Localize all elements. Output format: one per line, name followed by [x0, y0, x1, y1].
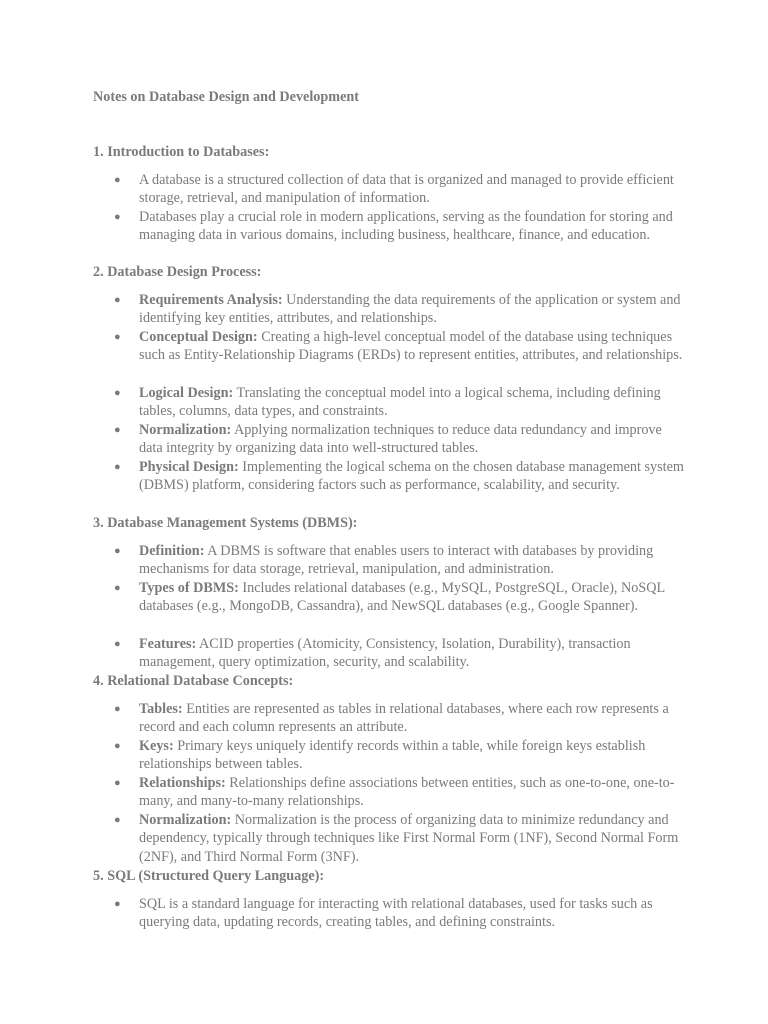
- item-text: Normalization is the process of organizing data to minimize redundancy and dependency, typically through techniques like First Normal Form (1NF), Second Normal Form (2NF), and Third Normal Form (3NF).: [139, 812, 679, 865]
- item-term: Logical Design:: [139, 384, 234, 401]
- bullet-icon: ●: [114, 814, 121, 826]
- section-heading-introduction: 1. Introduction to Databases:: [93, 144, 270, 160]
- item-text: Translating the conceptual model into a logical schema, including defining tables, columns, data types, and constraints.: [139, 384, 661, 419]
- list-item: [0, 542, 684, 579]
- list-item: [0, 635, 684, 672]
- list-item: [0, 291, 684, 328]
- section-heading-sql: 5. SQL (Structured Query Language):: [93, 868, 325, 884]
- list-item: [0, 737, 684, 774]
- item-text: Entities are represented as tables in relational databases, where each row represents a record and each column represents an attribute.: [139, 701, 669, 736]
- item-text: Implementing the logical schema on the chosen database management system (DBMS) platform, considering factors such as performance, scalability, and security.: [139, 458, 684, 493]
- list-item: [0, 774, 684, 811]
- bullet-icon: ●: [114, 637, 121, 650]
- section-list-design-process: [0, 291, 768, 494]
- bullet-icon: ●: [114, 740, 121, 752]
- section-heading-dbms: 3. Database Management Systems (DBMS):: [93, 515, 358, 531]
- list-item: [0, 208, 684, 245]
- bullet-icon: ●: [114, 211, 121, 223]
- list-item: [0, 895, 684, 932]
- bullet-icon: ●: [114, 582, 121, 594]
- list-item: [0, 579, 684, 635]
- list-item: [0, 171, 684, 208]
- bullet-icon: ●: [114, 777, 121, 789]
- bullet-icon: ●: [114, 174, 121, 186]
- item-term: Normalization:: [139, 421, 232, 438]
- list-item: [0, 811, 684, 866]
- bullet-icon: ●: [114, 898, 121, 910]
- item-text: A DBMS is software that enables users to interact with databases by providing mechanisms for data storage, retrieval, manipulation, and administration.: [139, 543, 654, 578]
- bullet-icon: ●: [114, 386, 121, 399]
- item-term: Physical Design:: [139, 458, 239, 475]
- section-list-introduction: [0, 171, 768, 245]
- item-term: Keys:: [139, 738, 174, 754]
- item-term: Requirements Analysis:: [139, 292, 283, 308]
- list-item: [0, 328, 684, 384]
- item-text: Databases play a crucial role in modern applications, serving as the foundation for storing and managing data in various domains, including business, healthcare, finance, and education.: [139, 209, 673, 244]
- bullet-icon: ●: [114, 331, 121, 343]
- section-list-relational: [0, 700, 768, 866]
- item-term: Features:: [139, 635, 197, 652]
- item-term: Definition:: [139, 543, 205, 559]
- item-term: Types of DBMS:: [139, 580, 239, 596]
- item-term: Conceptual Design:: [139, 329, 258, 345]
- item-text: Applying normalization techniques to reduce data redundancy and improve data integrity by organizing data into well-structured tables.: [139, 421, 662, 456]
- document-title: Notes on Database Design and Development: [93, 89, 360, 105]
- section-list-sql: [0, 895, 768, 932]
- item-text: Primary keys uniquely identify records within a table, while foreign keys establish relationships between tables.: [139, 738, 646, 773]
- bullet-icon: ●: [114, 294, 121, 306]
- item-text: ACID properties (Atomicity, Consistency, Isolation, Durability), transaction management, query optimization, security, and scalability.: [139, 635, 631, 670]
- list-item: [0, 700, 684, 737]
- item-term: Normalization:: [139, 812, 232, 828]
- item-text: SQL is a standard language for interacting with relational databases, used for tasks such as querying data, updating records, creating tables, and defining constraints.: [139, 896, 653, 931]
- item-term: Relationships:: [139, 775, 226, 791]
- item-text: Understanding the data requirements of the application or system and identifying key entities, attributes, and relationships.: [139, 292, 681, 327]
- item-text: Creating a high-level conceptual model of the database using techniques such as Entity-Relationship Diagrams (ERDs) to represent entities, attributes, and relationships.: [139, 329, 683, 364]
- list-item: [0, 458, 684, 495]
- bullet-icon: ●: [114, 703, 121, 715]
- section-heading-design-process: 2. Database Design Process:: [93, 264, 262, 280]
- list-item: [0, 421, 684, 458]
- bullet-icon: ●: [114, 545, 121, 557]
- item-text: A database is a structured collection of data that is organized and managed to provide efficient storage, retrieval, and manipulation of information.: [139, 172, 674, 207]
- section-heading-relational: 4. Relational Database Concepts:: [93, 673, 294, 689]
- bullet-icon: ●: [114, 460, 121, 473]
- bullet-icon: ●: [114, 423, 121, 436]
- item-text: Relationships define associations between entities, such as one-to-one, one-to-many, and many-to-many relationships.: [139, 775, 675, 810]
- item-text: Includes relational databases (e.g., MySQL, PostgreSQL, Oracle), NoSQL databases (e.g., MongoDB, Cassandra), and NewSQL databases (e.g., Google Spanner).: [139, 580, 665, 615]
- item-term: Tables:: [139, 701, 183, 717]
- list-item: [0, 384, 684, 421]
- section-list-dbms: [0, 542, 768, 671]
